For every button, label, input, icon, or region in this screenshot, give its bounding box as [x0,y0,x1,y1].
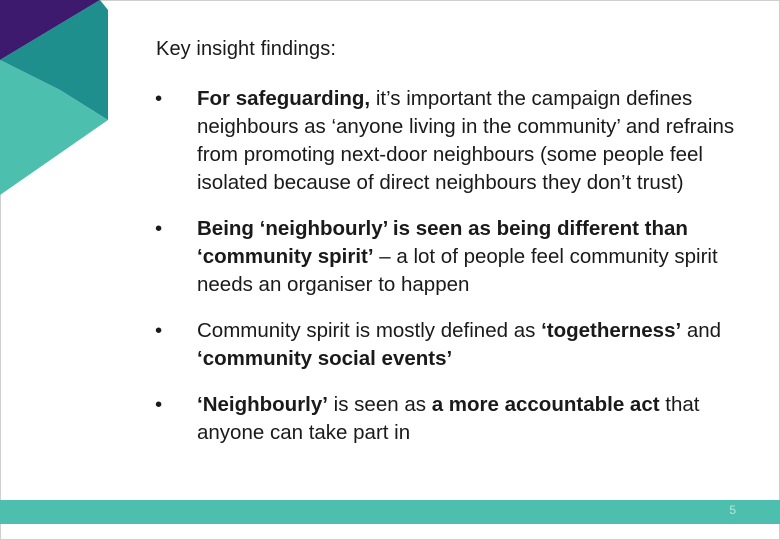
bullet-marker: • [155,319,163,342]
finding-emphasis: ‘community social events’ [197,347,453,370]
finding-text: it’s important the campaign defines neighbours as ‘anyone living in the community’ and refrains from promoting next-door neighbours (some people feel isolated because of direct neighbours they don’t trust) [197,87,735,194]
bullet-marker: • [155,87,163,110]
finding-emphasis: a more accountable act [431,393,660,416]
slide-heading: Key insight findings: [156,38,336,60]
finding-accountable-act [150,391,760,447]
finding-text: that anyone can take part in [197,393,700,444]
finding-emphasis: ‘togetherness’ [541,319,682,342]
finding-text: and [681,319,722,342]
finding-neighbourly-vs-spirit [150,215,760,299]
finding-emphasis: For safeguarding, [197,87,371,110]
findings-list [150,85,760,465]
footer-bar [0,500,780,524]
finding-text: – a lot of people feel community spirit needs an organiser to happen [197,245,718,296]
finding-emphasis: Being ‘neighbourly’ is seen as being different than ‘community spirit’ [197,217,688,268]
finding-emphasis: ‘Neighbourly’ [197,393,328,416]
finding-text: Community spirit is mostly defined as [197,319,542,342]
page-number: 5 [729,503,736,517]
finding-text: is seen as [327,393,432,416]
bullet-marker: • [155,217,163,240]
finding-community-spirit [150,317,760,373]
corner-decoration [0,0,110,200]
finding-safeguarding [150,85,760,197]
bullet-marker: • [155,393,163,416]
